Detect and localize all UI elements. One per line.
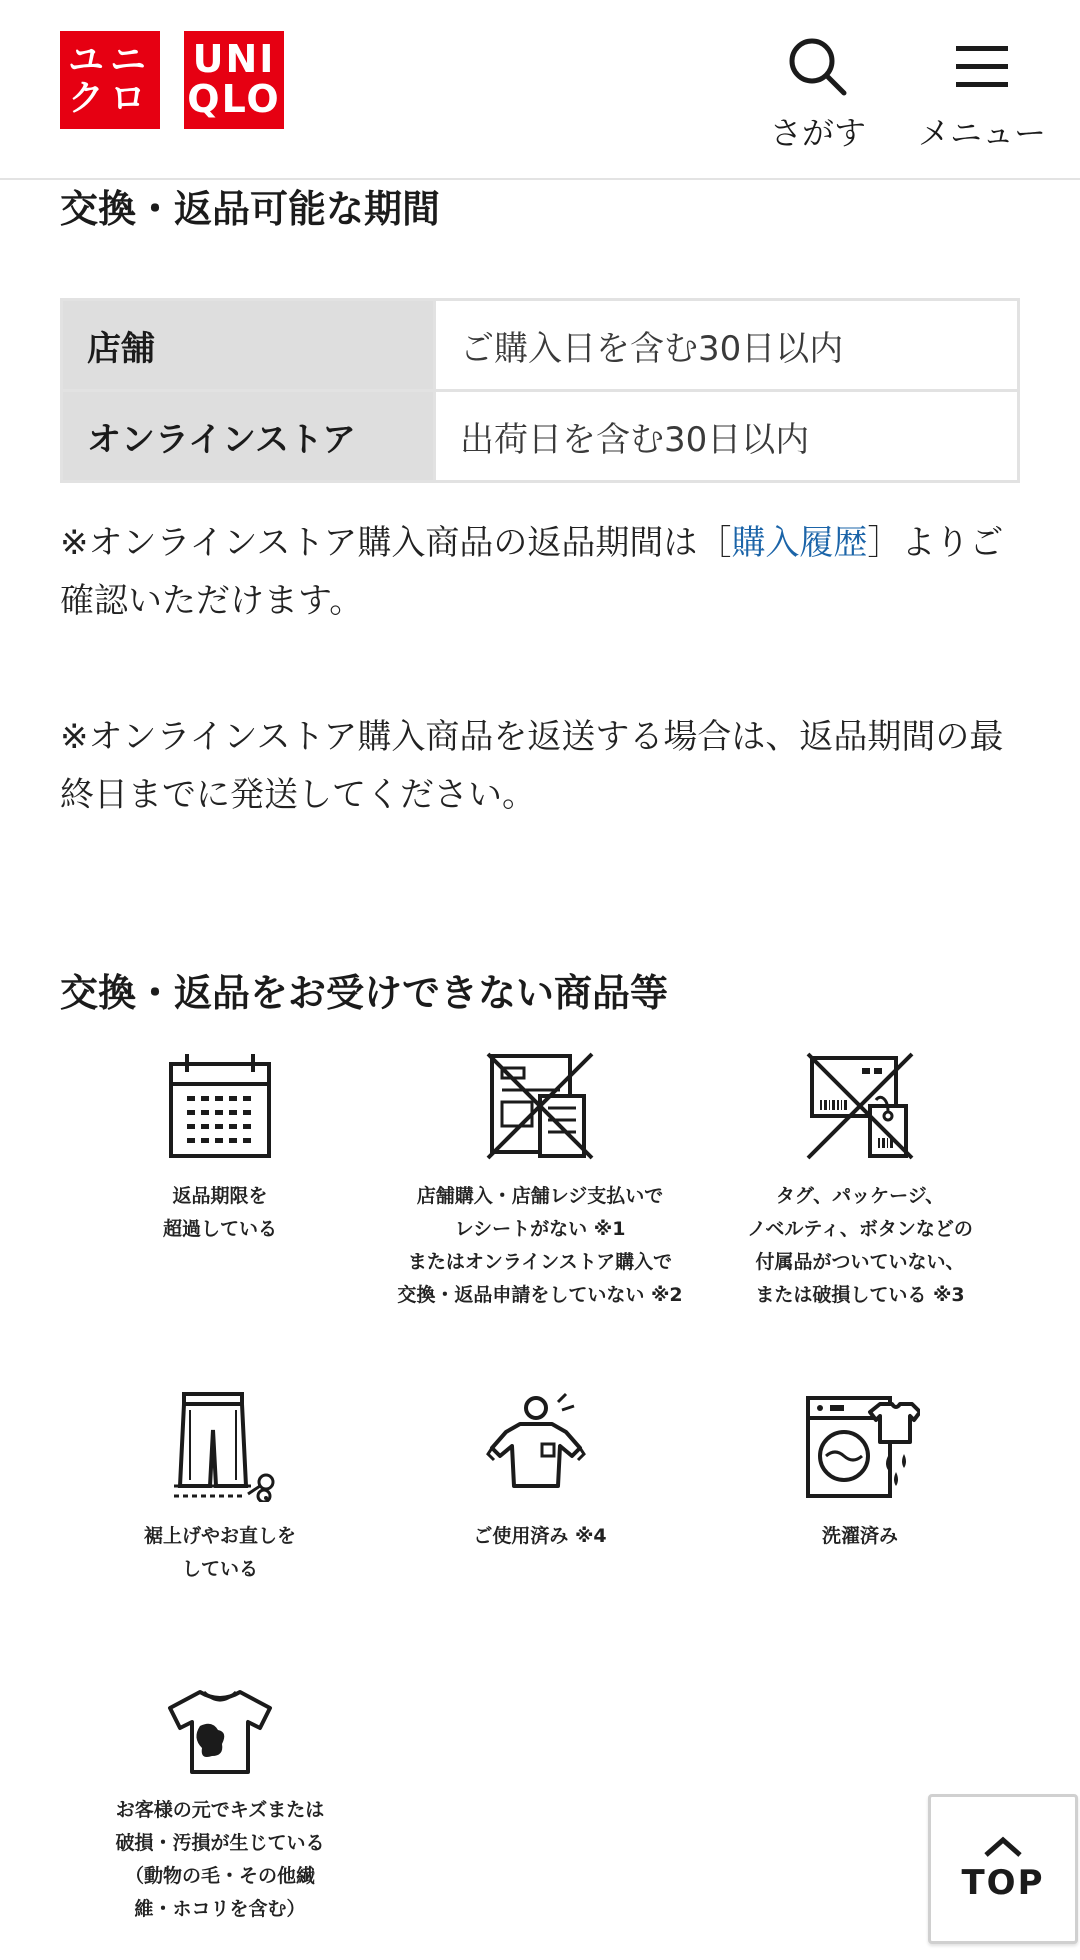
condition-caption <box>380 1520 700 1553</box>
condition-caption <box>60 1794 380 1926</box>
return-shipping-note: ※オンラインストア購入商品を返送する場合は、返品期間の最終日までに発送してください。 <box>60 717 1004 815</box>
caption-line: 超過している <box>162 1218 277 1240</box>
condition-item-washed <box>700 1390 1020 1553</box>
condition-item-no-receipt <box>380 1050 700 1312</box>
purchase-history-note <box>60 514 1030 630</box>
menu-button[interactable] <box>918 36 1046 154</box>
return-period-table <box>60 298 1020 483</box>
caption-line: レシートがない ※1 <box>454 1218 626 1240</box>
note1-text-before: ※オンラインストア購入商品の返品期間は［ <box>60 523 732 563</box>
caption-line: 返品期限を <box>172 1185 268 1207</box>
caption-line: 裾上げやお直しを <box>143 1525 296 1547</box>
logo-ja-line2: クロ <box>67 78 152 119</box>
caption-line: 破損・汚損が生じている <box>115 1832 325 1854</box>
condition-item-missing-accessories <box>700 1050 1020 1312</box>
search-icon <box>787 36 849 98</box>
caption-line: している <box>181 1558 258 1580</box>
caption-line: お客様の元でキズまたは <box>115 1799 325 1821</box>
no-tag-icon <box>804 1050 916 1162</box>
period-row-value: 出荷日を含む30日以内 <box>435 391 1019 482</box>
condition-caption <box>700 1520 1020 1553</box>
caption-line: （動物の毛・その他繊 <box>124 1865 315 1887</box>
logo-ja-line1: ユニ <box>67 40 152 82</box>
caption-line: 洗濯済み <box>821 1525 898 1547</box>
caption-line: タグ、パッケージ、 <box>775 1185 945 1207</box>
hemmed-pants-icon <box>160 1390 280 1502</box>
period-row-label: オンラインストア <box>62 391 435 482</box>
not-accepted-heading: 交換・返品をお受けできない商品等 <box>60 971 669 1015</box>
condition-caption <box>700 1180 1020 1312</box>
used-clothing-icon <box>480 1390 600 1502</box>
caption-line: 付属品がついていない、 <box>755 1251 965 1273</box>
hamburger-menu-icon <box>954 36 1010 98</box>
logo-en-line1: UNI <box>192 37 276 82</box>
caption-line: 交換・返品申請をしていない ※2 <box>397 1284 683 1306</box>
table-row <box>62 300 1019 391</box>
condition-caption <box>60 1180 380 1246</box>
condition-caption <box>380 1180 700 1312</box>
washed-icon <box>800 1390 920 1502</box>
search-label: さがす <box>770 114 867 152</box>
chevron-up-icon <box>982 1835 1024 1859</box>
no-receipt-icon <box>484 1050 596 1162</box>
site-header <box>0 0 1080 180</box>
caption-line: ご使用済み ※4 <box>473 1525 607 1547</box>
back-to-top-button[interactable] <box>928 1794 1078 1944</box>
caption-line: ノベルティ、ボタンなどの <box>747 1218 973 1240</box>
caption-line: または破損している ※3 <box>755 1284 965 1306</box>
damaged-shirt-icon <box>160 1686 280 1776</box>
condition-caption <box>60 1520 380 1586</box>
uniqlo-logo-japanese[interactable] <box>60 31 160 129</box>
calendar-icon <box>165 1050 275 1162</box>
caption-line: またはオンラインストア購入で <box>407 1251 673 1273</box>
back-to-top-label: TOP <box>961 1863 1045 1903</box>
condition-item-damaged <box>60 1686 380 1926</box>
condition-item-used <box>380 1390 700 1553</box>
menu-label: メニュー <box>918 114 1047 152</box>
caption-line: 維・ホコリを含む） <box>134 1898 306 1920</box>
caption-line: 店舗購入・店舗レジ支払いで <box>416 1185 664 1207</box>
note1-text-after: ］よりご確認いただけます。 <box>60 523 1004 621</box>
purchase-history-link[interactable]: 購入履歴 <box>731 523 868 563</box>
return-period-heading: 交換・返品可能な期間 <box>60 187 441 231</box>
uniqlo-logo-english[interactable] <box>184 31 284 129</box>
condition-item-expired <box>60 1050 380 1246</box>
period-row-value: ご購入日を含む30日以内 <box>435 300 1019 391</box>
search-button[interactable] <box>770 36 866 154</box>
condition-item-altered <box>60 1390 380 1586</box>
table-row <box>62 391 1019 482</box>
logo-en-line2: QLO <box>187 77 281 121</box>
period-row-label: 店舗 <box>62 300 435 391</box>
